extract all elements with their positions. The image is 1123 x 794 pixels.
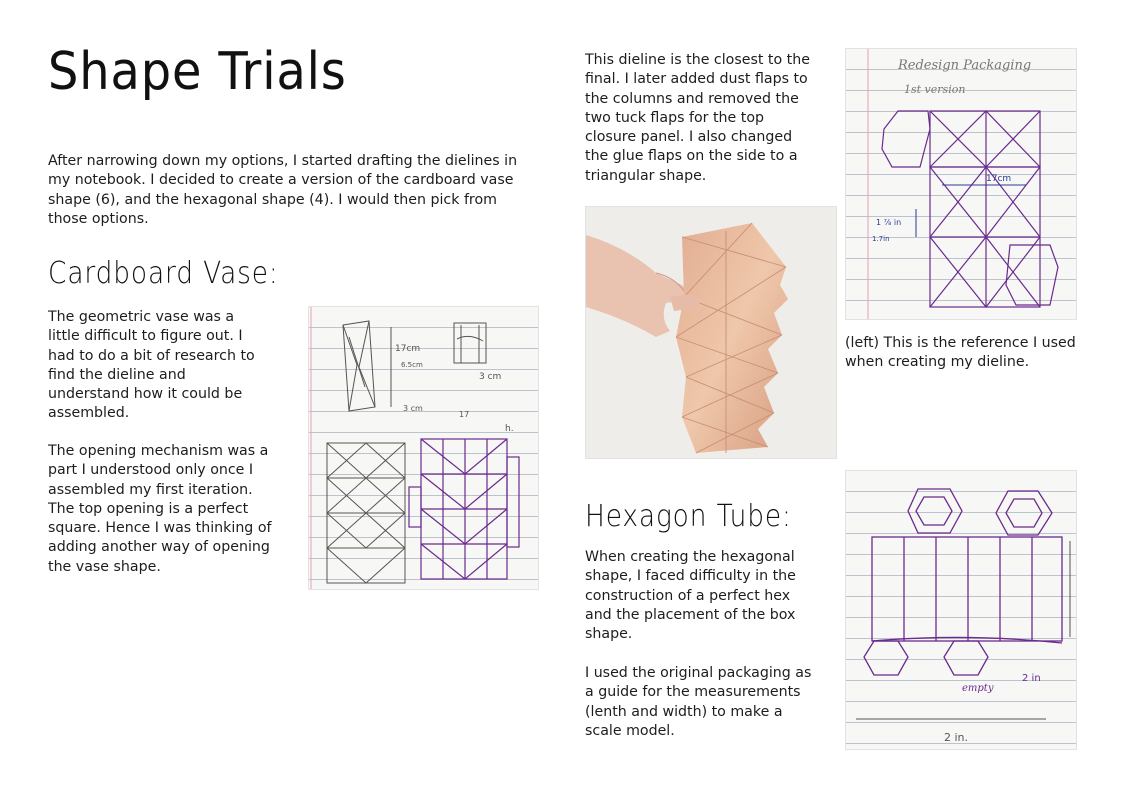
cardboard-prototype-photo [585,206,837,459]
svg-text:3 cm: 3 cm [479,372,502,382]
svg-text:17: 17 [459,410,470,419]
page-title: Shape Trials [48,42,347,102]
svg-text:h.: h. [505,424,514,434]
svg-text:17cm: 17cm [395,344,421,354]
reference-caption: (left) This is the reference I used when creating my dieline. [845,335,1076,371]
svg-text:1.7in: 1.7in [872,235,890,243]
reference-dieline-image [845,48,1077,320]
svg-text:3 cm: 3 cm [403,404,423,413]
svg-text:empty: empty [962,683,994,694]
intro-paragraph: After narrowing down my options, I started drafting the dielines in my notebook. I decided to create a version of the cardboard vase shape (6), and the hexagonal shape (4). I would then pick from those options. [48,153,518,227]
hexagon-sketch-image [845,470,1077,750]
hexagon-paragraph-1: When creating the hexagonal shape, I faced difficulty in the construction of a perfect hex and the placement of the box shape. [585,549,796,643]
svg-text:Redesign Packaging: Redesign Packaging [898,58,1032,73]
svg-text:1 ⅞ in: 1 ⅞ in [876,218,902,227]
section-heading-hexagon: Hexagon Tube: [585,499,792,534]
svg-text:17cm: 17cm [986,174,1012,184]
dieline-description: This dieline is the closest to the final. I later added dust flaps to the columns and removed the two tuck flaps for the top closure panel. I also changed the glue flaps on the side to a triangular shape. [585,52,810,184]
hexagon-paragraph-2: I used the original packaging as a guide for the measurements (lenth and width) to make a scale model. [585,665,812,739]
svg-text:2 in: 2 in [1022,673,1041,684]
svg-text:6.5cm: 6.5cm [401,361,423,369]
section-heading-vase: Cardboard Vase: [48,256,279,291]
vase-paragraph-1: The geometric vase was a little difficult to figure out. I had to do a bit of research to find the dieline and understand how it could be assembled. [48,309,255,422]
svg-text:1st version: 1st version [904,83,966,96]
vase-sketch-image [308,306,539,590]
vase-paragraph-2: The opening mechanism was a part I understood only once I assembled my first iteration. The top opening is a perfect square. Hence I was thinking of adding another way of opening the vase shape. [48,443,272,575]
svg-text:2 in.: 2 in. [944,731,969,744]
